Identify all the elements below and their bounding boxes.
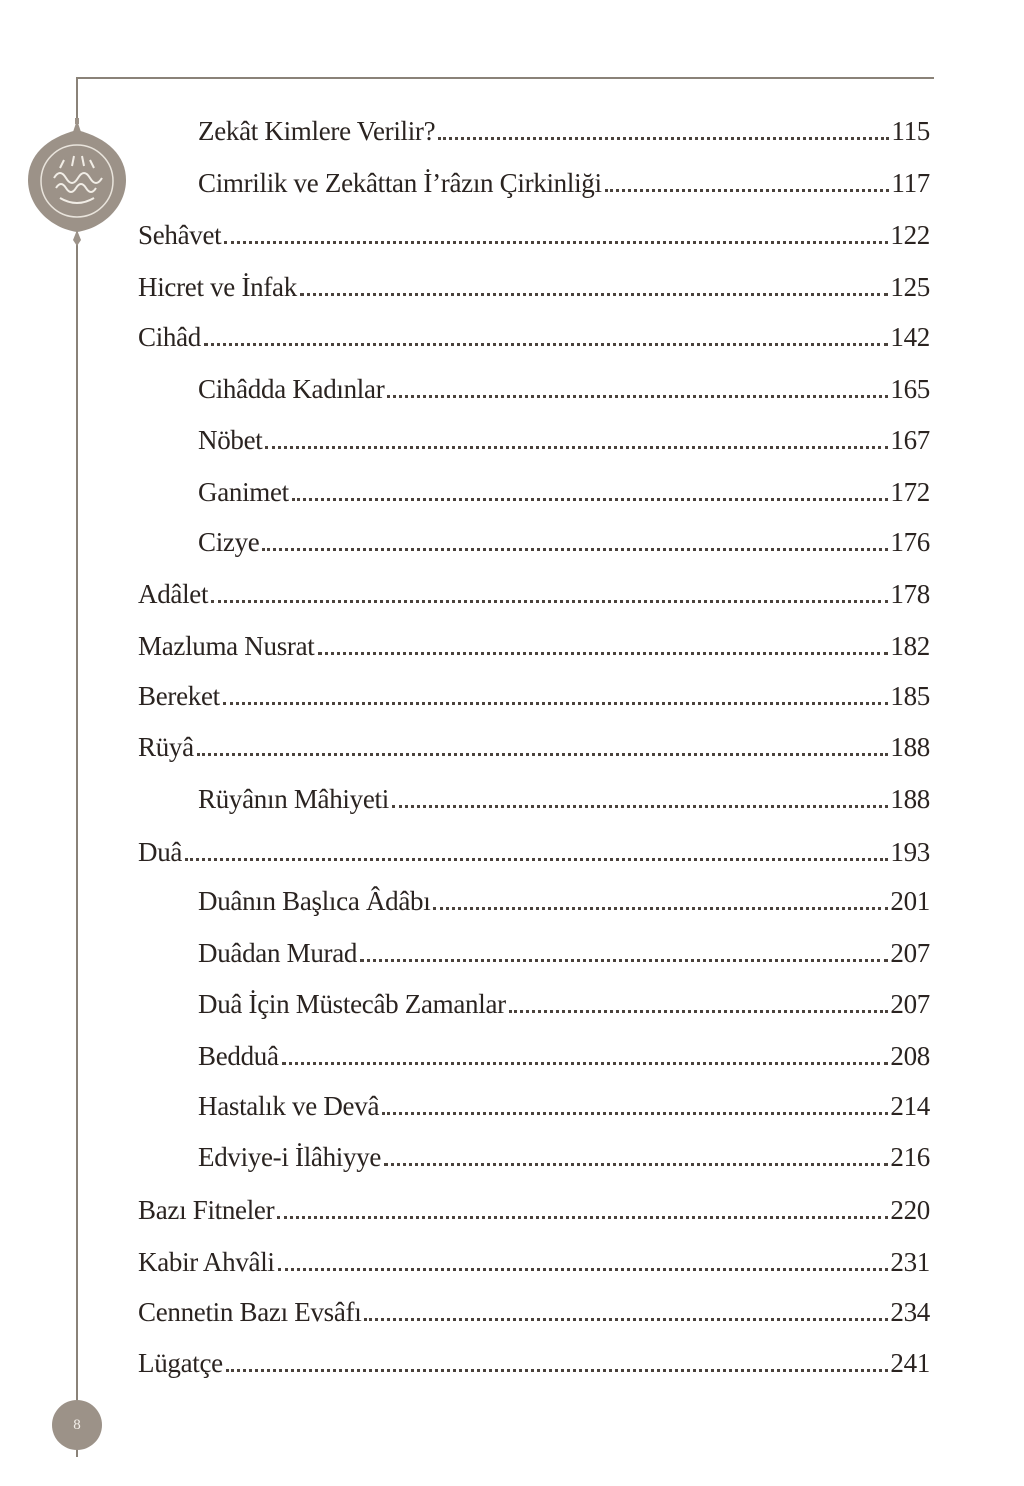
toc-entry bbox=[198, 372, 930, 406]
toc-entry-title: Edviye-i İlâhiyye bbox=[198, 1142, 382, 1172]
toc-entry bbox=[198, 1089, 930, 1123]
toc-entry-title: Bedduâ bbox=[198, 1041, 279, 1071]
toc-entry bbox=[198, 1140, 930, 1174]
toc-entry-page: 188 bbox=[890, 732, 930, 762]
toc-entry-title: Ganimet bbox=[198, 477, 289, 507]
toc-entry bbox=[138, 1346, 930, 1380]
toc-entry bbox=[138, 730, 930, 764]
toc-entry-title: Mazluma Nusrat bbox=[138, 631, 315, 661]
dot-leader bbox=[318, 652, 889, 655]
toc-entry-page: 234 bbox=[890, 1297, 930, 1327]
dot-leader bbox=[360, 959, 888, 962]
toc-entry-page: 188 bbox=[890, 784, 930, 814]
toc-entry-title: Sehâvet bbox=[138, 220, 222, 250]
toc-entry bbox=[198, 1039, 930, 1073]
toc-entry bbox=[138, 835, 930, 869]
toc-entry-title: Lügatçe bbox=[138, 1348, 223, 1378]
toc-entry-title: Hicret ve İnfak bbox=[138, 272, 297, 302]
toc-entry-title: Rüyâ bbox=[138, 732, 194, 762]
toc-entry bbox=[198, 525, 930, 559]
toc-entry-page: 142 bbox=[890, 322, 930, 352]
dot-leader bbox=[292, 498, 889, 501]
toc-entry-page: 178 bbox=[890, 579, 930, 609]
toc-entry-page: 115 bbox=[891, 116, 930, 146]
page-number: 8 bbox=[73, 1416, 81, 1433]
toc-entry bbox=[138, 218, 930, 252]
dot-leader bbox=[433, 907, 888, 910]
toc-entry bbox=[138, 577, 930, 611]
toc-entry-page: 172 bbox=[890, 477, 930, 507]
toc-entry-title: Duâdan Murad bbox=[198, 938, 358, 968]
toc-entry-page: 216 bbox=[890, 1142, 930, 1172]
dot-leader bbox=[392, 805, 888, 808]
toc-entry-title: Zekât Kimlere Verilir? bbox=[198, 116, 436, 146]
dot-leader bbox=[384, 1163, 888, 1166]
toc-entry-title: Nöbet bbox=[198, 425, 263, 455]
dot-leader bbox=[382, 1112, 888, 1115]
toc-entry-title: Cihâdda Kadınlar bbox=[198, 374, 385, 404]
toc-entry-page: 231 bbox=[890, 1247, 930, 1277]
dot-leader bbox=[197, 753, 889, 756]
dot-leader bbox=[387, 395, 888, 398]
toc-entry bbox=[198, 114, 930, 148]
toc-entry-page: 117 bbox=[891, 168, 930, 198]
toc-entry-page: 122 bbox=[890, 220, 930, 250]
toc-entry-page: 185 bbox=[890, 681, 930, 711]
dot-leader bbox=[278, 1268, 889, 1271]
dot-leader bbox=[185, 858, 888, 861]
dot-leader bbox=[226, 1369, 889, 1372]
toc-entry bbox=[138, 270, 930, 304]
toc-entry-title: Rüyânın Mâhiyeti bbox=[198, 784, 389, 814]
dot-leader bbox=[224, 241, 888, 244]
toc-entry-title: Cennetin Bazı Evsâfı bbox=[138, 1297, 362, 1327]
toc-entry bbox=[138, 320, 930, 354]
dot-leader bbox=[509, 1010, 889, 1013]
toc-entry bbox=[138, 679, 930, 713]
toc-entry-page: 207 bbox=[890, 989, 930, 1019]
dot-leader bbox=[438, 137, 889, 140]
toc-entry-page: 220 bbox=[890, 1195, 930, 1225]
toc-entry bbox=[138, 1295, 930, 1329]
toc-entry-page: 241 bbox=[890, 1348, 930, 1378]
toc-entry-title: Bereket bbox=[138, 681, 220, 711]
toc-entry-title: Bazı Fitneler bbox=[138, 1195, 275, 1225]
dot-leader bbox=[277, 1216, 888, 1219]
toc-entry-page: 208 bbox=[890, 1041, 930, 1071]
toc-entry bbox=[198, 475, 930, 509]
toc-entry bbox=[198, 166, 930, 200]
toc-entry-page: 167 bbox=[890, 425, 930, 455]
dot-leader bbox=[364, 1318, 888, 1321]
dot-leader bbox=[300, 293, 888, 296]
dot-leader bbox=[605, 189, 890, 192]
toc-entry-title: Adâlet bbox=[138, 579, 209, 609]
toc-entry bbox=[198, 423, 930, 457]
toc-entry bbox=[198, 884, 930, 918]
toc-entry-title: Kabir Ahvâli bbox=[138, 1247, 275, 1277]
toc-entry-title: Duâ bbox=[138, 837, 183, 867]
toc-entry-page: 201 bbox=[890, 886, 930, 916]
toc-entry bbox=[138, 1245, 930, 1279]
toc-entry-title: Hastalık ve Devâ bbox=[198, 1091, 380, 1121]
toc-entry bbox=[198, 782, 930, 816]
dot-leader bbox=[265, 446, 888, 449]
toc-entry bbox=[198, 936, 930, 970]
toc-entry-title: Cimrilik ve Zekâttan İ’râzın Çirkinliği bbox=[198, 168, 602, 198]
dot-leader bbox=[223, 702, 889, 705]
dot-leader bbox=[204, 343, 888, 346]
toc-entry-page: 207 bbox=[890, 938, 930, 968]
dot-leader bbox=[262, 548, 888, 551]
toc-entry bbox=[138, 629, 930, 663]
toc-entry-page: 193 bbox=[890, 837, 930, 867]
toc-entry-title: Duâ İçin Müstecâb Zamanlar bbox=[198, 989, 506, 1019]
dot-leader bbox=[282, 1062, 889, 1065]
toc-entry-title: Cihâd bbox=[138, 322, 201, 352]
toc-entry bbox=[198, 987, 930, 1021]
toc-entry-page: 125 bbox=[890, 272, 930, 302]
toc-entry-title: Duânın Başlıca Âdâbı bbox=[198, 886, 431, 916]
toc-entry-page: 214 bbox=[890, 1091, 930, 1121]
toc-entry bbox=[138, 1193, 930, 1227]
toc-entry-page: 176 bbox=[890, 527, 930, 557]
dot-leader bbox=[211, 600, 888, 603]
toc-entry-page: 182 bbox=[890, 631, 930, 661]
toc-entry-page: 165 bbox=[890, 374, 930, 404]
toc-entry-title: Cizye bbox=[198, 527, 260, 557]
